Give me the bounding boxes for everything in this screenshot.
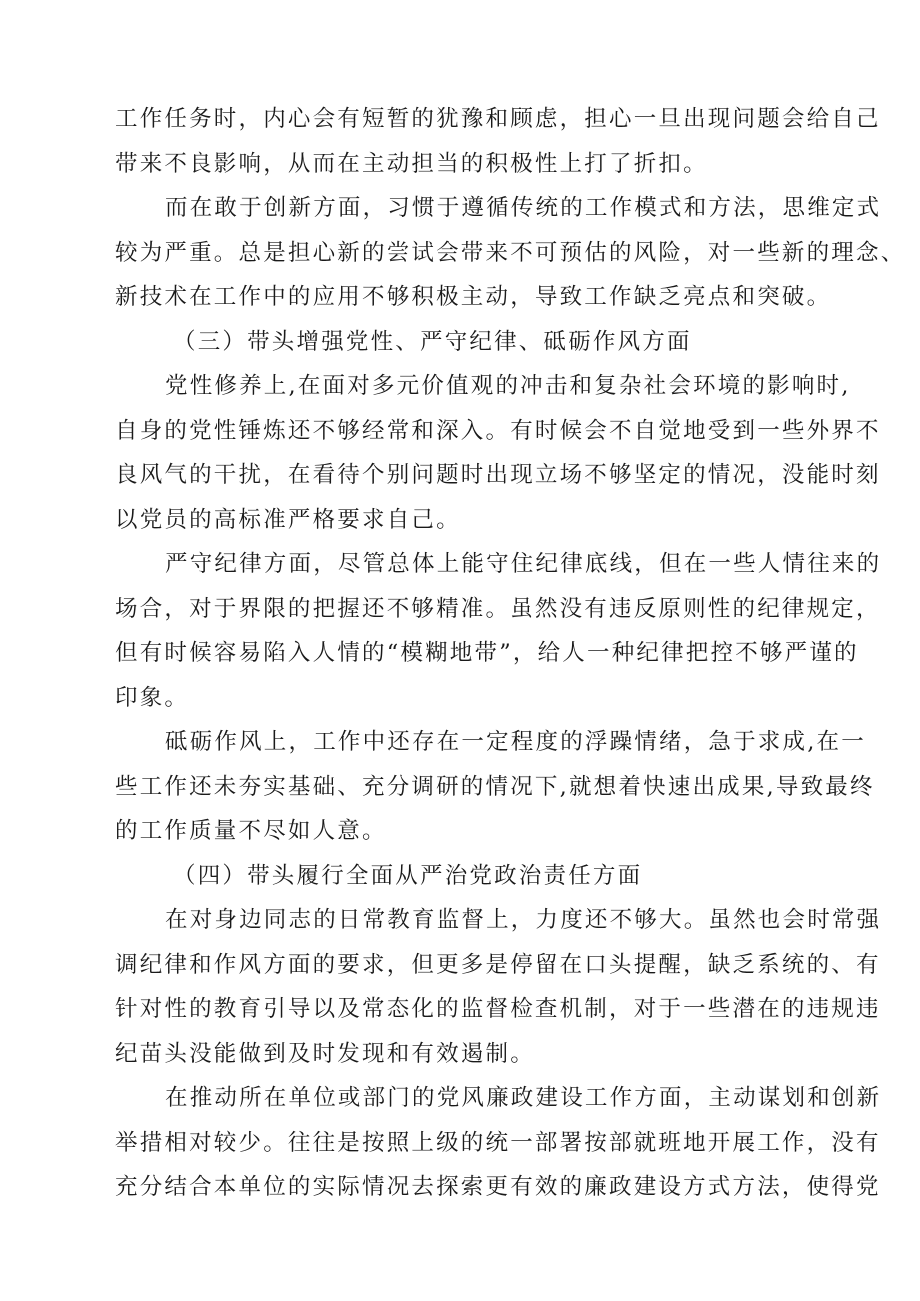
paragraph — [115, 186, 906, 320]
paragraph — [115, 898, 882, 1076]
paragraph-line: 党性修养上,在面对多元价值观的冲击和复杂社会环境的影响时, — [165, 373, 851, 399]
paragraph-line: 严守纪律方面，尽管总体上能守住纪律底线，但在一些人情往来的 — [165, 551, 882, 577]
document-body — [115, 97, 906, 1210]
paragraph-line: 些工作还未夯实基础、充分调研的情况下,就想着快速出成果,导致最终 — [115, 773, 875, 800]
paragraph-line: 举措相对较少。往往是按照上级的统一部署按部就班地开展工作，没有 — [115, 1129, 881, 1156]
paragraph-line: 带来不良影响，从而在主动担当的积极性上打了折扣。 — [115, 150, 708, 177]
heading-text: （四）带头履行全面从严治党政治责任方面 — [173, 862, 643, 889]
paragraph-line: 的工作质量不尽如人意。 — [115, 818, 387, 844]
paragraph-line: 针对性的教育引导以及常态化的监督检查机制，对于一些潜在的违规违 — [115, 996, 881, 1022]
paragraph-line: 在对身边同志的日常教育监督上，力度还不够大。虽然也会时常强 — [165, 907, 882, 933]
paragraph-line: 自身的党性锤炼还不够经常和深入。有时候会不自觉地受到一些外界不 — [115, 417, 881, 444]
heading-text: （三）带头增强党性、严守纪律、砥砺作风方面 — [173, 328, 692, 355]
paragraph-line: 砥砺作风上，工作中还存在一定程度的浮躁情绪，急于求成,在一 — [165, 729, 866, 755]
paragraph-line: 工作任务时，内心会有短暂的犹豫和顾虑，担心一旦出现问题会给自己 — [115, 106, 881, 132]
paragraph — [115, 364, 881, 542]
paragraph-line: 而在敢于创新方面，习惯于遵循传统的工作模式和方法，思维定式 — [165, 195, 882, 221]
section-heading — [115, 854, 850, 899]
section-heading — [115, 320, 850, 365]
paragraph-line: 纪苗头没能做到及时发现和有效遏制。 — [115, 1040, 535, 1067]
paragraph-line: 场合，对于界限的把握还不够精准。虽然没有违反原则性的纪律规定， — [115, 595, 881, 622]
paragraph-line: 良风气的干扰，在看待个别问题时出现立场不够坚定的情况，没能时刻 — [115, 462, 881, 488]
paragraph — [115, 97, 881, 186]
paragraph — [115, 720, 875, 854]
paragraph — [115, 542, 882, 720]
paragraph-line: 充分结合本单位的实际情况去探索更有效的廉政建设方式方法，使得党 — [115, 1174, 881, 1200]
paragraph-line: 在推动所在单位或部门的党风廉政建设工作方面，主动谋划和创新 — [165, 1085, 882, 1111]
paragraph-line: 调纪律和作风方面的要求，但更多是停留在口头提醒，缺乏系统的、有 — [115, 951, 881, 978]
paragraph-line: 印象。 — [115, 684, 190, 711]
paragraph — [115, 1076, 882, 1210]
paragraph-line: 但有时候容易陷入人情的“模糊地带”，给人一种纪律把控不够严谨的 — [115, 640, 859, 666]
paragraph-line: 新技术在工作中的应用不够积极主动，导致工作缺乏亮点和突破。 — [115, 284, 832, 310]
paragraph-line: 以党员的高标准严格要求自己。 — [115, 506, 461, 533]
paragraph-line: 较为严重。总是担心新的尝试会带来不可预估的风险，对一些新的理念、 — [115, 239, 906, 266]
